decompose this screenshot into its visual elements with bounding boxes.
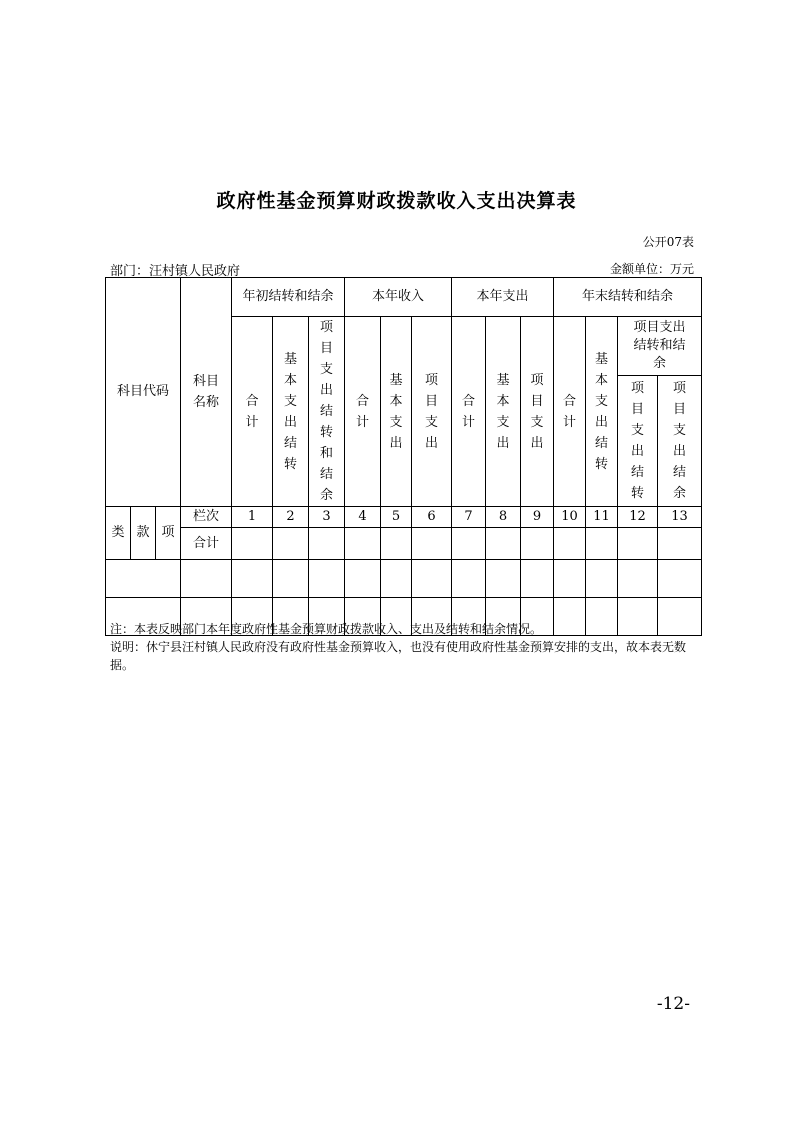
col-number: 10 (554, 507, 586, 528)
begin-carry-text: 年初结转和结余 (242, 289, 334, 304)
begin-basic-carry-header (273, 317, 309, 507)
end-project-carry-surplus-header (618, 317, 702, 376)
col-number: 13 (658, 507, 702, 528)
empty-cell (309, 528, 345, 560)
col-number: 3 (309, 507, 345, 528)
subject-name-text: 科目名称 (192, 374, 219, 410)
end-project-carry-surplus-text: 项目支出结转和结余 (633, 319, 686, 371)
empty-cell (452, 528, 486, 560)
col-number: 12 (618, 507, 658, 528)
col-number: 6 (412, 507, 452, 528)
empty-cell (586, 528, 618, 560)
empty-cell (381, 560, 412, 598)
total-row (106, 528, 702, 560)
empty-cell (412, 560, 452, 598)
empty-cell (412, 528, 452, 560)
lei-header: 类 (106, 507, 131, 560)
income-header: 本年收入 (345, 278, 452, 317)
col-number: 8 (486, 507, 521, 528)
end-basic-carry-text: 基本支出结转 (594, 351, 608, 472)
notes-block (110, 620, 694, 674)
expense-header: 本年支出 (452, 278, 554, 317)
end-carry-header: 年末结转和结余 (554, 278, 702, 317)
col-number: 1 (232, 507, 273, 528)
page-number: -12- (656, 994, 690, 1014)
end-project-carry-header (618, 375, 658, 506)
empty-cell (309, 560, 345, 598)
department-label: 部门：汪村镇人民政府 (110, 264, 241, 279)
note-text: 注：本表反映部门本年度政府性基金预算财政拨款收入、支出及结转和结余情况。 (110, 622, 543, 636)
empty-cell (106, 560, 181, 598)
end-total-text: 合计 (562, 393, 576, 430)
expense-project-text: 项目支出 (530, 372, 544, 451)
end-project-surplus-text: 项目支出结余 (672, 380, 686, 501)
budget-table (105, 277, 702, 636)
col-number: 11 (586, 507, 618, 528)
empty-data-row (106, 560, 702, 598)
income-project-header (412, 317, 452, 507)
empty-cell (521, 528, 554, 560)
column-number-row (106, 507, 702, 528)
begin-project-carry-text: 项目支出结转和结余 (319, 320, 333, 503)
expense-total-text: 合计 (461, 393, 475, 430)
empty-cell (273, 528, 309, 560)
subject-name-header (181, 278, 232, 507)
page-title: 政府性基金预算财政拨款收入支出决算表 (216, 190, 577, 212)
income-basic-text: 基本支出 (389, 372, 403, 451)
col-number: 9 (521, 507, 554, 528)
expense-total-header (452, 317, 486, 507)
begin-project-carry-header (309, 317, 345, 507)
empty-cell (452, 560, 486, 598)
amount-unit-label: 金额单位：万元 (609, 262, 694, 276)
end-project-carry-text: 项目支出结转 (630, 380, 644, 501)
empty-cell (658, 560, 702, 598)
begin-total-text: 合计 (245, 393, 259, 430)
empty-cell (181, 560, 232, 598)
total-row-label: 合计 (181, 528, 232, 560)
income-basic-header (381, 317, 412, 507)
empty-cell (658, 528, 702, 560)
kuan-header: 款 (131, 507, 156, 560)
empty-cell (486, 528, 521, 560)
col-number: 7 (452, 507, 486, 528)
empty-cell (618, 528, 658, 560)
empty-cell (381, 528, 412, 560)
empty-cell (345, 560, 381, 598)
subject-code-header: 科目代码 (106, 278, 181, 507)
end-total-header (554, 317, 586, 507)
row-label-cell: 栏次 (181, 507, 232, 528)
end-basic-carry-header (586, 317, 618, 507)
begin-carry-header (232, 278, 345, 317)
empty-cell (232, 560, 273, 598)
empty-cell (486, 560, 521, 598)
empty-cell (586, 560, 618, 598)
income-project-text: 项目支出 (424, 372, 438, 451)
expense-basic-header (486, 317, 521, 507)
explanation-text: 说明：休宁县汪村镇人民政府没有政府性基金预算收入，也没有使用政府性基金预算安排的支出，故本表无数据。 (110, 640, 687, 672)
empty-cell (521, 560, 554, 598)
empty-cell (345, 528, 381, 560)
empty-cell (554, 528, 586, 560)
empty-cell (554, 560, 586, 598)
col-number: 4 (345, 507, 381, 528)
begin-basic-carry-text: 基本支出结转 (283, 351, 297, 472)
form-number: 公开07表 (642, 235, 694, 249)
empty-cell (273, 560, 309, 598)
empty-cell (618, 560, 658, 598)
header-row-groups (106, 278, 702, 317)
empty-cell (232, 528, 273, 560)
income-total-text: 合计 (355, 393, 369, 430)
income-total-header (345, 317, 381, 507)
xiang-header: 项 (156, 507, 181, 560)
expense-project-header (521, 317, 554, 507)
expense-basic-text: 基本支出 (496, 372, 510, 451)
end-project-surplus-header (658, 375, 702, 506)
col-number: 2 (273, 507, 309, 528)
begin-total-header (232, 317, 273, 507)
col-number: 5 (381, 507, 412, 528)
